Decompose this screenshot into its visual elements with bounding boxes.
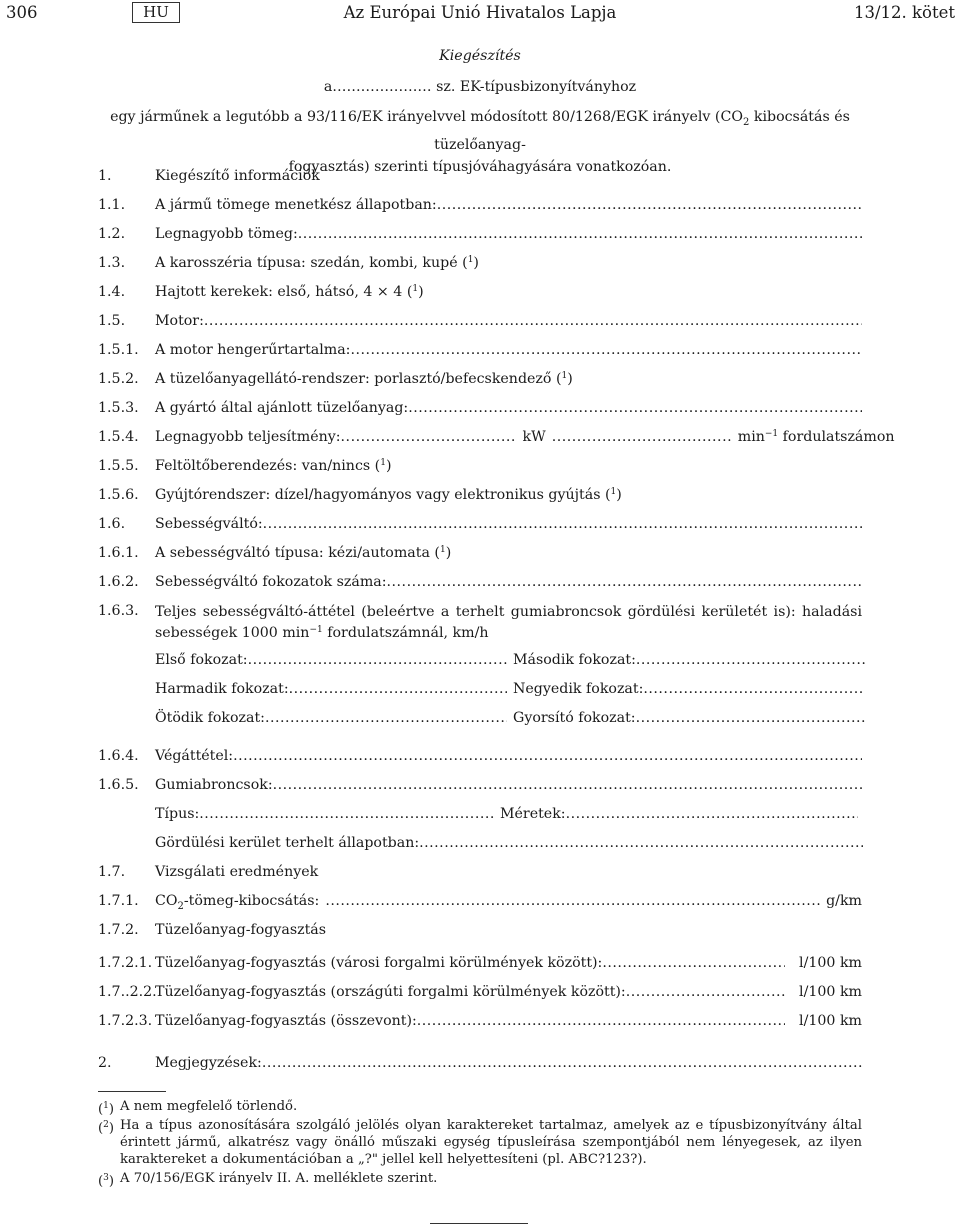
gear-row-2: Harmadik fokozat: ..... Negyedik fokozat: ..... — [155, 681, 863, 701]
fill-line — [419, 835, 863, 851]
fill-line — [552, 429, 732, 445]
intro-line-2: fogyasztás) szerinti típusjóváhagyására vonatkozóan. — [288, 159, 672, 175]
item-1-5-3: 1.5.3. A gyártó által ajánlott tüzelőanyag: ..... — [98, 400, 862, 420]
fill-line — [626, 984, 785, 1000]
fill-line — [204, 313, 862, 329]
tyre-rolling-row: Gördülési kerület terhelt állapotban: ..... — [155, 835, 863, 855]
footnote-3: ($^3$) A 70/156/EGK irányelv II. A. melléklete szerint. — [98, 1171, 438, 1189]
footnote-rule — [98, 1091, 166, 1092]
item-1: 1. Kiegészítő információk — [98, 168, 320, 184]
footnote-2: ($^2$) Ha a típus azonosítására szolgáló jelölés olyan karaktereket tartalmaz, amelyek az e típusbizonyítvány által érintett jármű, alkatrész vagy önálló műszaki egység típusleírása szempontjából nem lényegesek, az ilyen karaktereket a dokumentációban a „?" jellel kell helyettesíteni (pl. ABC?123?). — [98, 1118, 862, 1167]
fill-line — [262, 1055, 862, 1071]
item-1-6: 1.6. Sebességváltó: ..... — [98, 516, 862, 536]
item-2: 2. Megjegyzések: ..... — [98, 1055, 862, 1075]
item-1-1: 1.1. A jármű tömege menetkész állapotban: ..... — [98, 197, 862, 217]
gear-row-1: Első fokozat: ..... Második fokozat: ..... — [155, 652, 863, 672]
fill-line — [408, 400, 862, 416]
fill-line — [350, 342, 862, 358]
item-1-5-2: 1.5.2. A tüzelőanyagellátó-rendszer: porlasztó/befecskendező ($^1$) — [98, 371, 573, 387]
fill-line — [566, 806, 858, 822]
page-number: 306 — [6, 3, 38, 22]
fill-line — [643, 681, 865, 697]
item-1-3: 1.3. A karosszéria típusa: szedán, kombi, kupé ($^1$) — [98, 255, 479, 271]
item-1-6-5: 1.6.5. Gumiabroncsok: ..... — [98, 777, 862, 797]
fill-line — [325, 893, 822, 909]
item-1-4: 1.4. Hajtott kerekek: első, hátsó, 4 × 4 ($^1$) — [98, 284, 424, 300]
kicker: Kiegészítés — [439, 48, 521, 64]
item-1-6-3: 1.6.3. Teljes sebességváltó-áttétel (beleértve a terhelt gumiabroncsok gördülési kerületét is): haladási sebességek 1000 $\min^{-1}$ fordulatszámnál, km/h — [98, 603, 862, 641]
item-1-5-1: 1.5.1. A motor hengerűrtartalma: ..... — [98, 342, 862, 362]
item-1-7-1: 1.7.1. $CO_2-tömeg$-kibocsátás: ..... g/km — [98, 893, 862, 913]
fill-line — [263, 516, 862, 532]
item-1-5: 1.5. Motor: ..... — [98, 313, 862, 333]
fill-line — [417, 1013, 785, 1029]
issue-label: 13/12. kötet — [854, 3, 955, 22]
item-1-7-2-1: 1.7.2.1. Tüzelőanyag-fogyasztás (városi forgalmi körülmények között): ..... l/100 km — [98, 955, 862, 975]
page-end-rule — [430, 1223, 528, 1224]
item-1-2: 1.2. Legnagyobb tömeg: ..... — [98, 226, 862, 246]
fill-line — [265, 710, 507, 726]
fill-line — [636, 710, 865, 726]
item-1-5-5: 1.5.5. Feltöltőberendezés: van/nincs ($^1$) — [98, 458, 392, 474]
fill-line — [289, 681, 507, 697]
fill-line — [387, 574, 862, 590]
tyre-type-row: Típus: ..... Méretek: ..... — [155, 806, 863, 826]
fill-line — [273, 777, 862, 793]
fill-line — [636, 652, 865, 668]
fill-line — [248, 652, 507, 668]
item-1-7-2: 1.7.2. Tüzelőanyag-fogyasztás — [98, 922, 327, 938]
fill-line — [602, 955, 785, 971]
language-badge: HU — [132, 2, 180, 23]
journal-title: Az Európai Unió Hivatalos Lapja — [343, 3, 617, 22]
item-1-5-6: 1.5.6. Gyújtórendszer: dízel/hagyományos vagy elektronikus gyújtás ($^1$) — [98, 487, 622, 503]
gear-row-3: Ötödik fokozat: ..... Gyorsító fokozat: ..... — [155, 710, 863, 730]
fill-line — [437, 197, 862, 213]
item-1-5-4: 1.5.4. Legnagyobb teljesítmény: ..... kW ..... $\min^{-1}$ fordulatszámon — [98, 429, 862, 449]
item-1-6-2: 1.6.2. Sebességváltó fokozatok száma: ..... — [98, 574, 862, 594]
fill-line — [199, 806, 496, 822]
intro-line-1: egy járműnek a legutóbb a 93/116/EK irányelvvel módosított 80/1268/EGK irányelv ($CO_2$ kibocsátás és tüzelőanyag- — [110, 109, 850, 153]
item-1-6-1: 1.6.1. A sebességváltó típusa: kézi/automata ($^1$) — [98, 545, 452, 561]
fill-line — [298, 226, 862, 242]
item-1-7-2-2: 1.7..2.2. Tüzelőanyag-fogyasztás (országúti forgalmi körülmények között): ..... l/100 km — [98, 984, 862, 1004]
fill-line — [341, 429, 517, 445]
item-1-7: 1.7. Vizsgálati eredmények — [98, 864, 319, 880]
item-1-6-4: 1.6.4. Végáttétel: ..... — [98, 748, 862, 768]
document-heading: a………………… sz. EK-típusbizonyítványhoz — [323, 79, 637, 95]
fill-line — [233, 748, 862, 764]
footnote-1: ($^1$) A nem megfelelő törlendő. — [98, 1099, 298, 1117]
item-1-7-2-3: 1.7.2.3. Tüzelőanyag-fogyasztás (összevont): ..... l/100 km — [98, 1013, 862, 1033]
